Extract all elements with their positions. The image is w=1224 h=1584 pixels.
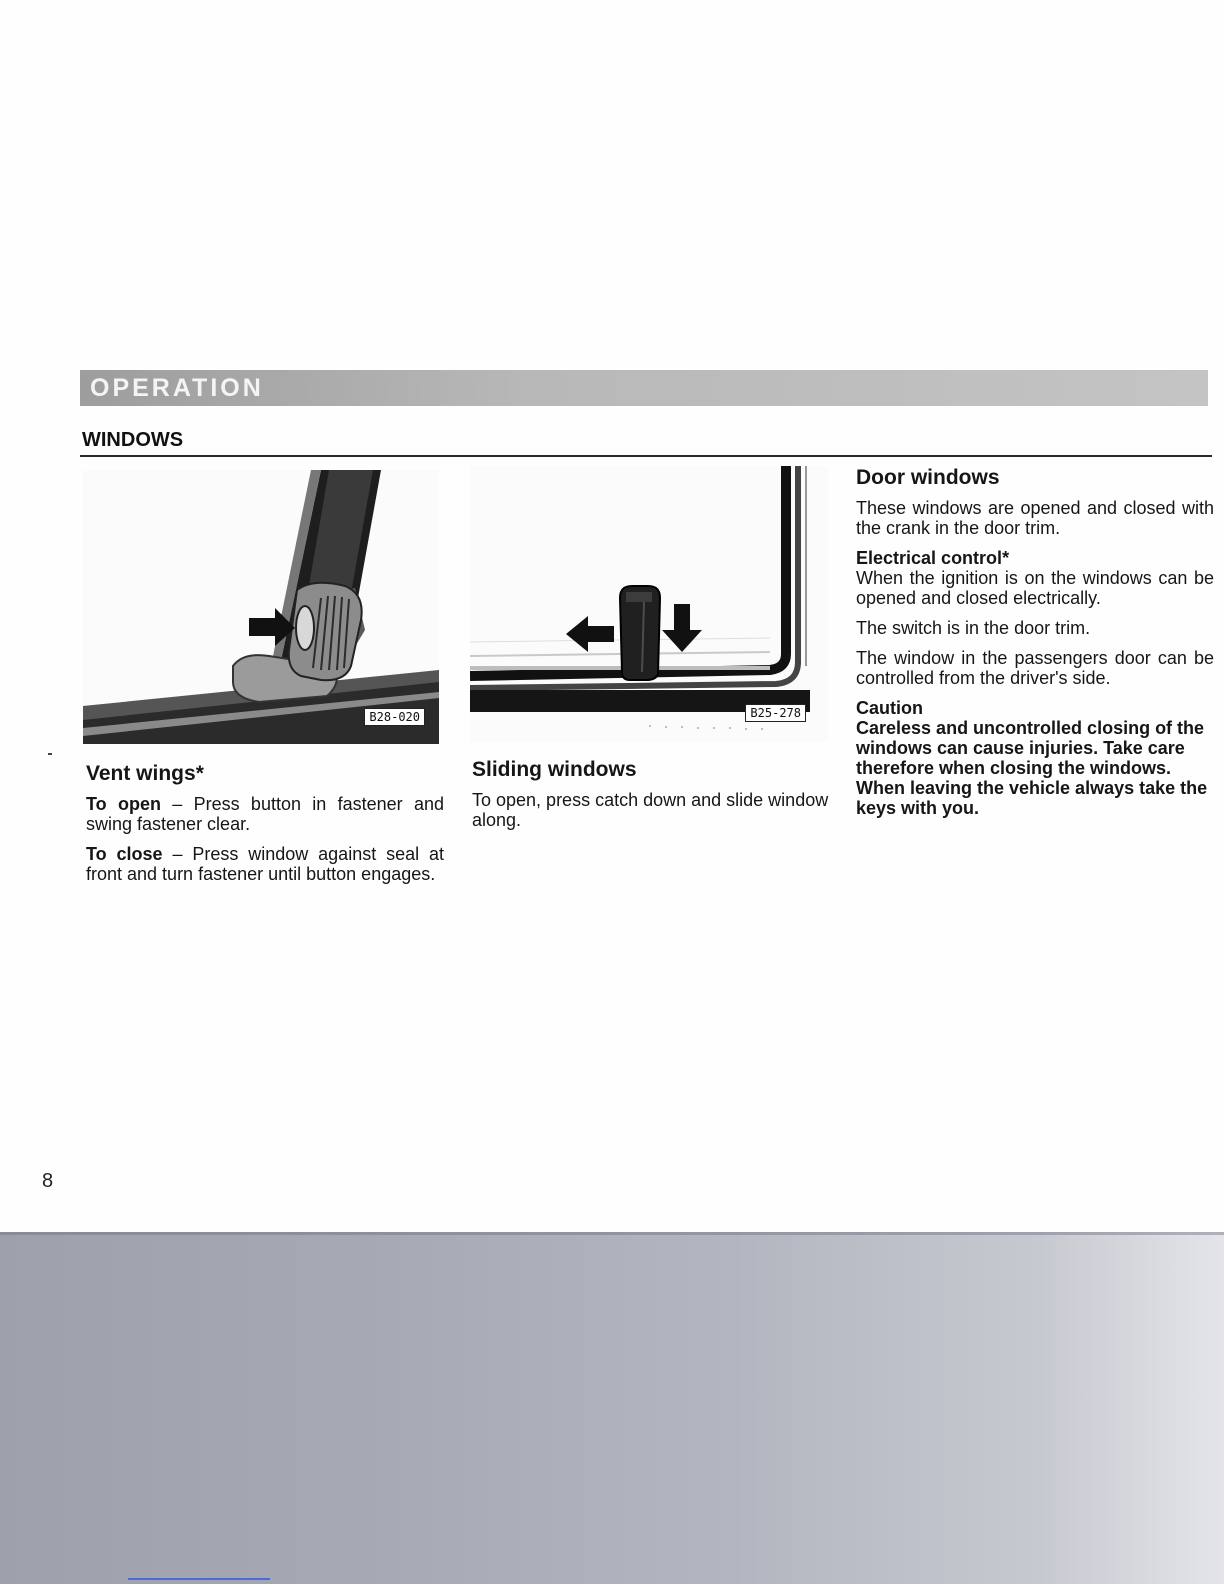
electrical-control-heading [856,548,1214,568]
optional-equipment-star-icon: * [195,762,204,785]
section-band [80,370,1208,406]
passenger-window-text: The window in the passengers door can be controlled from the driver's side. [856,648,1214,688]
section-title: OPERATION [90,374,264,402]
vent-wings-title: Vent wings [86,762,196,785]
sliding-window-illustration [470,466,828,742]
caution-text: Careless and uncontrolled closing of the windows can cause injuries. Take care therefore when closing the windows. When leaving the vehicle always take the keys with you. [856,718,1208,818]
page-edge-shadow [0,1232,1224,1235]
vent-close-lead: To close [86,844,163,864]
caution-block [856,698,1214,818]
switch-location-text: The switch is in the door trim. [856,618,1091,638]
heading-rule [80,455,1212,457]
door-windows-intro: These windows are opened and closed with the crank in the door trim. [856,498,1214,538]
vent-wing-illustration [83,470,439,744]
electrical-control-text: When the ignition is on the windows can be opened and closed electrically. [856,568,1214,608]
sliding-window-figure [470,466,828,742]
stray-link-underline [128,1578,270,1580]
vent-close-text: – Press window against seal at front and turn fastener until button engages. [86,844,445,884]
vent-close-instruction [86,844,444,884]
optional-equipment-star-icon: * [1002,548,1010,568]
sliding-windows-title: Sliding windows [472,758,637,781]
caution-title: Caution [856,698,923,718]
vent-wings-heading [86,764,444,784]
vent-open-lead: To open [86,794,161,814]
electrical-control-title: Electrical control [856,548,1003,568]
print-speck [48,753,52,755]
electrical-control-block [856,548,1214,608]
door-windows-title: Door windows [856,466,1000,489]
vent-open-instruction [86,794,444,834]
sliding-windows-section [472,760,834,840]
sliding-windows-text: To open, press catch down and slide window along. [472,790,829,830]
scan-background [0,1232,1224,1584]
door-windows-section [856,468,1214,828]
page-heading: WINDOWS [82,429,184,451]
sliding-figure-label: B25-278 [745,704,806,722]
page-number: 8 [42,1170,54,1192]
vent-figure-label: B28-020 [364,708,425,726]
vent-wings-section [86,764,444,894]
vent-wing-figure [83,470,439,744]
vent-open-text: – Press button in fastener and swing fastener clear. [86,794,444,834]
